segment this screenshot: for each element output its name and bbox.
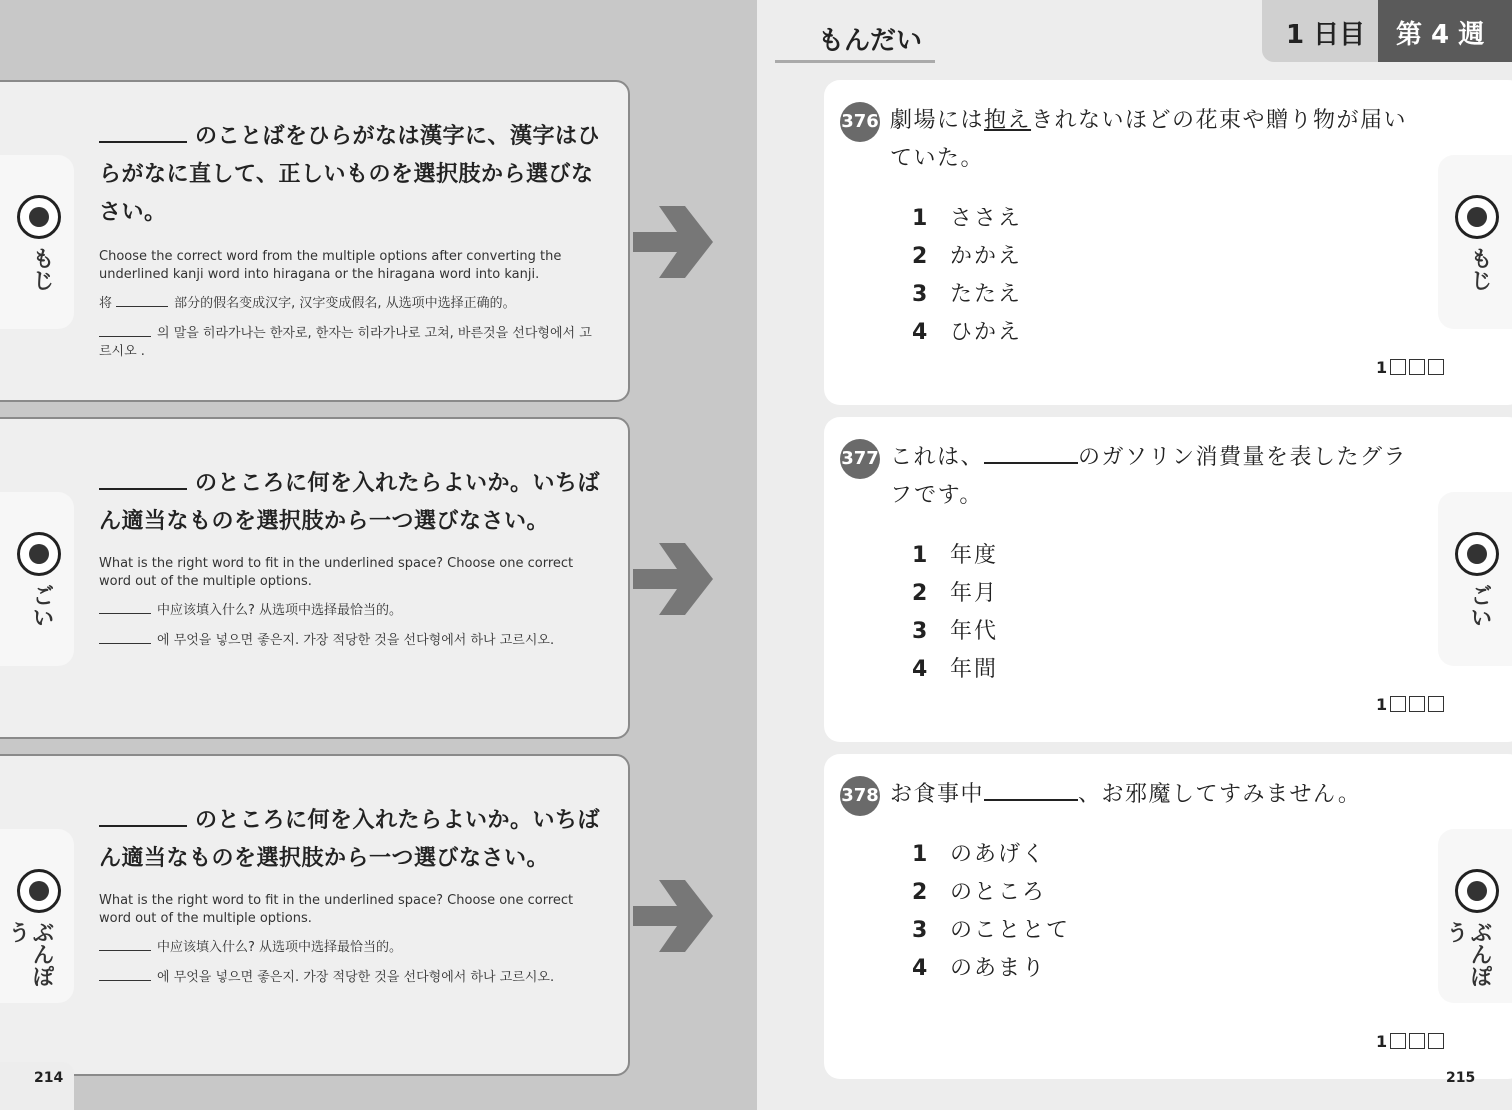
checkbox[interactable] <box>1409 696 1425 712</box>
underline-blank <box>99 631 151 644</box>
instruction-en: Choose the correct word from the multiple options after converting the underlined kanji word into hiragana or the hiragana word into kanji. <box>99 249 562 282</box>
check-boxes: 1 <box>1376 695 1444 714</box>
question-number: 378 <box>840 776 880 816</box>
question-card-377 <box>824 417 1512 742</box>
checkbox[interactable] <box>1428 696 1444 712</box>
question-text: お食事中 、お邪魔してすみません。 <box>890 776 1470 814</box>
instruction-en: What is the right word to fit in the underlined space? Choose one correct word out of the multiple options. <box>99 893 574 926</box>
underline-blank <box>984 777 1078 801</box>
section-title: もんだい <box>818 26 923 56</box>
instruction-ko: 에 무엇을 넣으면 좋은지. 가장 적당한 것을 선다형에서 하나 고르시오. <box>99 631 604 650</box>
instruction-jp: のことばをひらがなは漢字に、漢字はひらがなに直して、正しいものを選択肢から選びなさい。 <box>99 118 609 232</box>
question-card-378 <box>824 754 1512 1079</box>
option-item[interactable]: 3 たたえ <box>912 282 1023 307</box>
day-indicator: 1 日目 <box>1262 0 1378 62</box>
question-text: これは、 のガソリン消費量を表したグラフです。 <box>890 439 1430 515</box>
underline-blank <box>99 938 151 951</box>
option-item[interactable]: 4 のあまり <box>912 956 1047 981</box>
arrow-right-icon <box>633 543 713 615</box>
underlined-word: 抱え <box>984 108 1032 133</box>
checkbox[interactable] <box>1390 1033 1406 1049</box>
question-number: 376 <box>840 102 880 142</box>
check-boxes: 1 <box>1376 358 1444 377</box>
page-number-right: 215 <box>1446 1070 1476 1086</box>
option-item[interactable]: 4 ひかえ <box>912 320 1023 345</box>
instruction-zh: 将 部分的假名变成汉字, 汉字变成假名, 从选项中选择正确的。 <box>99 296 516 311</box>
checkbox[interactable] <box>1428 359 1444 375</box>
option-item[interactable]: 3 年代 <box>912 619 999 644</box>
instruction-card-goi <box>0 417 630 739</box>
option-item[interactable]: 3 のこととて <box>912 918 1071 943</box>
animal-icon <box>17 532 61 576</box>
owl-icon <box>1455 195 1499 239</box>
option-item[interactable]: 1 ささえ <box>912 206 1023 231</box>
underline-blank <box>99 968 151 981</box>
option-item[interactable]: 2 のところ <box>912 880 1047 905</box>
question-text: 劇場には抱えきれないほどの花束や贈り物が届いていた。 <box>890 108 1408 171</box>
checkbox[interactable] <box>1390 359 1406 375</box>
monkey-icon <box>17 869 61 913</box>
checkbox[interactable] <box>1390 696 1406 712</box>
instruction-card-moji <box>0 80 630 402</box>
option-item[interactable]: 1 のあげく <box>912 842 1047 867</box>
option-list <box>912 836 1070 988</box>
instruction-zh: 中应该填入什么? 从选项中选择最恰当的。 <box>99 601 604 620</box>
option-item[interactable]: 2 年月 <box>912 581 999 606</box>
option-item[interactable]: 2 かかえ <box>912 244 1023 269</box>
side-tab-bunpou: ぶんぽう <box>0 829 74 1003</box>
week-indicator: 第 4 週 <box>1378 0 1512 62</box>
instruction-card-bunpou <box>0 754 630 1076</box>
checkbox[interactable] <box>1428 1033 1444 1049</box>
option-list <box>912 200 1022 352</box>
side-tab-goi: ごい <box>0 492 74 666</box>
instruction-jp: のところに何を入れたらよいか。いちばん適当なものを選択肢から一つ選びなさい。 <box>99 802 609 878</box>
check-boxes: 1 <box>1376 1032 1444 1051</box>
option-list <box>912 537 998 689</box>
underline-blank <box>116 294 168 307</box>
underline-blank <box>99 601 151 614</box>
side-tab-bunpou-right: ぶんぽう <box>1438 829 1512 1003</box>
instruction-ko: 의 말을 히라가나는 한자로, 한자는 히라가나로 고쳐, 바른것을 선다형에서 고르시오 . <box>99 326 592 359</box>
side-tab-moji-right: もじ <box>1438 155 1512 329</box>
instruction-jp: のところに何を入れたらよいか。いちばん適当なものを選択肢から一つ選びなさい。 <box>99 465 609 541</box>
question-number: 377 <box>840 439 880 479</box>
owl-icon <box>17 195 61 239</box>
option-item[interactable]: 1 年度 <box>912 543 999 568</box>
header-divider <box>775 60 935 63</box>
side-tab-moji: もじ <box>0 155 74 329</box>
instruction-ko: 에 무엇을 넣으면 좋은지. 가장 적당한 것을 선다형에서 하나 고르시오. <box>99 968 604 987</box>
underline-blank <box>99 324 151 337</box>
animal-icon <box>1455 532 1499 576</box>
underline-blank <box>99 119 187 143</box>
underline-blank <box>99 803 187 827</box>
page-number-left: 214 <box>34 1070 64 1086</box>
checkbox[interactable] <box>1409 1033 1425 1049</box>
underline-blank <box>984 440 1078 464</box>
monkey-icon <box>1455 869 1499 913</box>
instruction-zh: 中应该填入什么? 从选项中选择最恰当的。 <box>99 938 604 957</box>
instruction-en: What is the right word to fit in the underlined space? Choose one correct word out of the multiple options. <box>99 556 574 589</box>
arrow-right-icon <box>633 880 713 952</box>
question-card-376 <box>824 80 1512 405</box>
underline-blank <box>99 466 187 490</box>
checkbox[interactable] <box>1409 359 1425 375</box>
arrow-right-icon <box>633 206 713 278</box>
side-tab-goi-right: ごい <box>1438 492 1512 666</box>
option-item[interactable]: 4 年間 <box>912 657 999 682</box>
